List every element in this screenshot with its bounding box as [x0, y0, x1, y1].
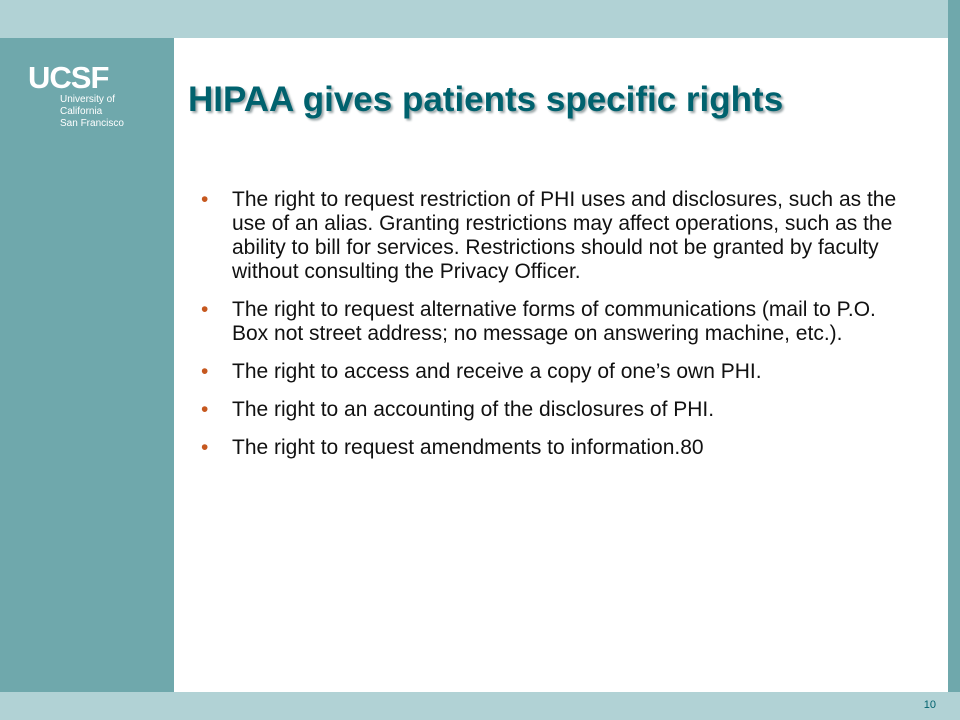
bullet-dot-icon: • [201, 398, 209, 421]
page-number: 10 [923, 699, 936, 711]
ucsf-logo [28, 62, 158, 130]
bullet-text-2: The right to request alternative forms of communications (mail to P.O. Box not street address; no message on answering machine, etc.). [232, 298, 876, 345]
bullet-dot-icon: • [201, 360, 209, 383]
logo-line-1: University of California [60, 94, 116, 117]
bullet-list [201, 188, 901, 474]
bullet-item-2 [201, 298, 901, 346]
bullet-dot-icon: • [201, 188, 209, 211]
bullet-item-3 [201, 360, 901, 384]
bullet-text-5: The right to request amendments to information.80 [232, 436, 704, 459]
logo-mark: UCSF [28, 60, 109, 95]
bullet-text-4: The right to an accounting of the disclosures of PHI. [232, 398, 715, 421]
bullet-item-1 [201, 188, 901, 284]
bullet-dot-icon: • [201, 298, 209, 321]
left-panel [0, 38, 174, 692]
bullet-item-5 [201, 436, 901, 460]
logo-line-2: San Francisco [60, 118, 124, 129]
bullet-text-3: The right to access and receive a copy of one’s own PHI. [232, 360, 762, 383]
right-strip [948, 0, 960, 720]
slide-title: HIPAA gives patients specific rights [188, 80, 784, 119]
bottom-band [0, 692, 960, 720]
bullet-dot-icon: • [201, 436, 209, 459]
top-band [0, 0, 960, 38]
bullet-text-1: The right to request restriction of PHI uses and disclosures, such as the use of an alias. Granting restrictions may affect operations, such as the ability to bill for services. Restrictions should not be granted by faculty without consulting the Privacy Officer. [232, 188, 897, 283]
bullet-item-4 [201, 398, 901, 422]
